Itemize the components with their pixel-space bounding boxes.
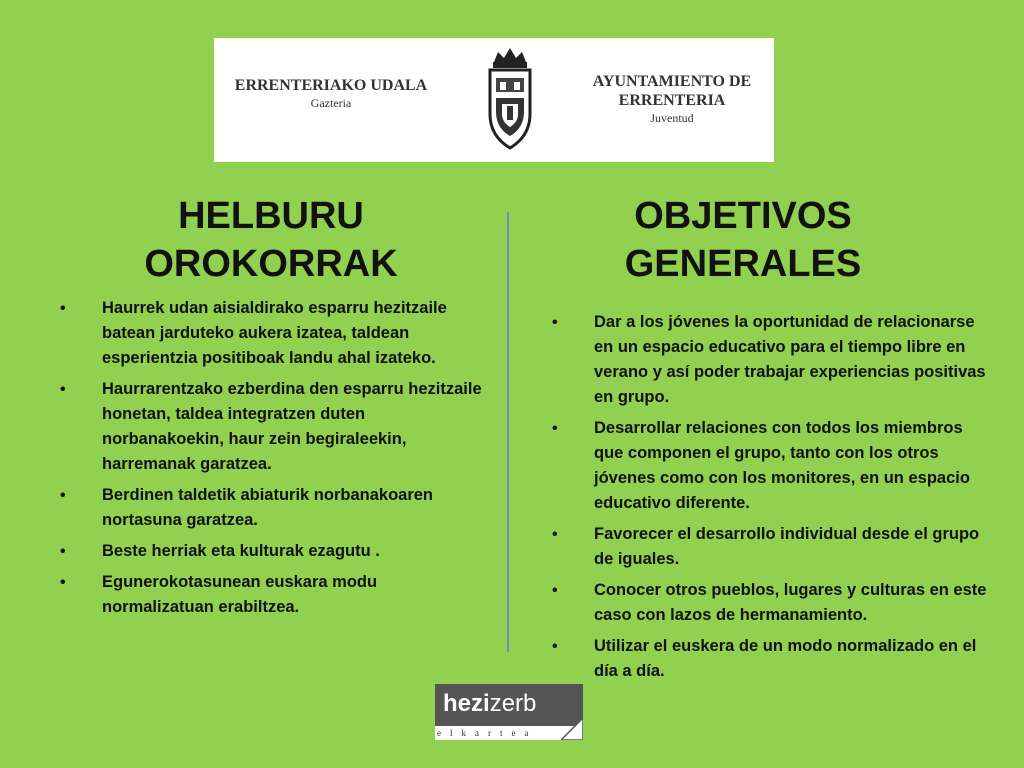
banner-left-text (220, 76, 442, 111)
left-column-title (56, 192, 486, 288)
list-item: • Egunerokotasunean euskara modu normalizatuan erabiltzea. (56, 570, 486, 620)
right-bullet-list (548, 310, 988, 684)
list-item: • Berdinen taldetik abiaturik norbanakoaren nortasuna garatzea. (56, 483, 486, 533)
list-item: • Favorecer el desarrollo individual desde el grupo de iguales. (548, 522, 988, 572)
logo-wordmark (443, 690, 536, 718)
left-title-line-2: OROKORRAK (144, 243, 398, 285)
list-item: • Desarrollar relaciones con todos los miembros que componen el grupo, tanto con los otros jóvenes como con los monitores, en un espacio educativo diferente. (548, 416, 988, 516)
logo-word-light: zerb (489, 690, 537, 717)
banner-right-title: AYUNTAMIENTO DE ERRENTERIA (592, 73, 752, 109)
banner-right-text (574, 72, 770, 126)
logo-corner-icon (561, 718, 583, 740)
left-bullet-list (56, 296, 486, 620)
right-title-line-2: GENERALES (624, 243, 862, 285)
list-item: • Dar a los jóvenes la oportunidad de relacionarse en un espacio educativo para el tiempo libre en verano y así poder trabajar experiencias positivas en grupo. (548, 310, 988, 410)
header-banner (214, 38, 774, 162)
column-divider (507, 212, 509, 652)
banner-left-title: ERRENTERIAKO UDALA (234, 77, 428, 94)
list-item: • Conocer otros pueblos, lugares y culturas en este caso con lazos de hermanamiento. (548, 578, 988, 628)
list-item: • Utilizar el euskera de un modo normalizado en el día a día. (548, 634, 988, 684)
hezizerb-logo (435, 684, 583, 740)
right-column-title (548, 192, 938, 288)
list-item: • Beste herriak eta kulturak ezagutu . (56, 539, 486, 564)
logo-subtitle: elkartea (437, 728, 538, 738)
coat-of-arms-icon (480, 44, 540, 156)
banner-right-subtitle: Juventud (650, 111, 694, 125)
logo-word-bold: hezi (443, 690, 490, 717)
banner-left-subtitle: Gazteria (310, 96, 352, 110)
list-item: • Haurrek udan aisialdirako esparru hezitzaile batean jarduteko aukera izatea, taldean esperientzia positiboak landu ahal izateko. (56, 296, 486, 371)
list-item: • Haurrarentzako ezberdina den esparru hezitzaile honetan, taldea integratzen duten norbanakoekin, haur zein begiraleekin, harremanak garatzea. (56, 377, 486, 477)
left-column (56, 192, 486, 626)
right-title-line-1: OBJETIVOS (634, 195, 852, 237)
right-column (548, 192, 988, 690)
left-title-line-1: HELBURU (178, 195, 364, 237)
